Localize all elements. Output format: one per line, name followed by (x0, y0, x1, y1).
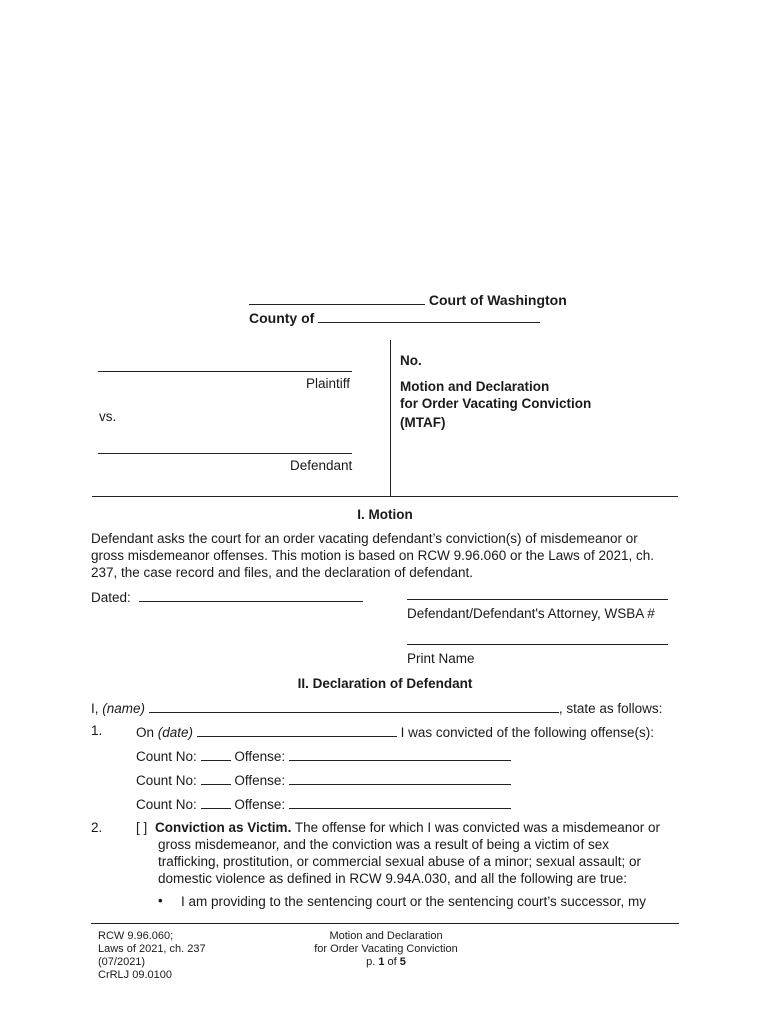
footer-page-number (286, 956, 486, 969)
bullet-glyph: • (158, 893, 163, 908)
item1-suffix: I was convicted of the following offense(s): (400, 725, 654, 740)
item2-line2: gross misdemeanor, and the conviction was a result of being a victim of sex (158, 837, 609, 852)
declarant-line (91, 699, 662, 716)
defendant-label: Defendant (290, 458, 353, 473)
count-row (136, 747, 511, 764)
dated-line (91, 588, 363, 605)
count-label: Count No: (136, 749, 197, 764)
item2-title: Conviction as Victim. (155, 820, 292, 835)
offense-label: Offense: (234, 749, 286, 764)
footer-date: (07/2021) (98, 956, 146, 968)
plaintiff-name-line[interactable] (98, 371, 352, 372)
offense-field[interactable] (289, 795, 511, 809)
declarant-name-field[interactable] (149, 699, 559, 713)
count-row (136, 771, 511, 788)
item2-line1: The offense for which I was convicted was a misdemeanor or (294, 820, 661, 835)
court-line (249, 291, 567, 308)
item2-line3: trafficking, prostitution, or commercial sexual abuse of a minor; sexual assault; or (158, 854, 641, 869)
intro-suffix: , state as follows: (558, 701, 663, 716)
count-label: Count No: (136, 773, 197, 788)
item2-number: 2. (91, 820, 103, 835)
document-code: (MTAF) (400, 415, 446, 430)
county-name-field[interactable] (318, 309, 540, 323)
dated-field[interactable] (139, 588, 363, 602)
item1-line (136, 723, 654, 740)
footer-rcw: RCW 9.96.060; (98, 930, 174, 942)
page-current: 1 (378, 956, 385, 968)
county-label: County of (249, 310, 315, 326)
victim-checkbox[interactable]: [ ] (136, 820, 148, 835)
footer-left (98, 930, 206, 982)
footer-rule (91, 923, 679, 924)
page-prefix: p. (366, 956, 376, 968)
document-title-line1: Motion and Declaration (400, 379, 550, 394)
motion-body: Defendant asks the court for an order vacating defendant’s conviction(s) of misdemeanor or gross misdemeanor offenses. This motion is based on RCW 9.96.060 or the Laws of 2021, ch. 237, the case record and files, and the declaration of defendant. (91, 531, 655, 580)
footer-title-line2: for Order Vacating Conviction (314, 943, 458, 955)
county-line (249, 309, 540, 326)
offense-label: Offense: (234, 797, 286, 812)
signature-line[interactable] (407, 599, 668, 600)
count-number-field[interactable] (201, 795, 231, 809)
caption-bottom-rule (92, 496, 678, 497)
item2-line4: domestic violence as defined in RCW 9.94A.030, and all the following are true: (158, 871, 628, 886)
offense-label: Offense: (234, 773, 286, 788)
count-number-field[interactable] (201, 771, 231, 785)
intro-prefix: I, (91, 701, 99, 716)
count-label: Count No: (136, 797, 197, 812)
offense-field[interactable] (289, 771, 511, 785)
count-number-field[interactable] (201, 747, 231, 761)
caption-divider (390, 340, 391, 496)
motion-heading: I. Motion (357, 507, 413, 522)
item2-first-line (136, 820, 660, 835)
page-of: of (387, 956, 397, 968)
conviction-date-field[interactable] (197, 723, 397, 737)
defendant-name-line[interactable] (98, 453, 352, 454)
declaration-heading: II. Declaration of Defendant (297, 676, 473, 691)
footer-laws: Laws of 2021, ch. 237 (98, 943, 206, 955)
page-total: 5 (399, 956, 406, 968)
bullet1-text: I am providing to the sentencing court or the sentencing court’s successor, my (181, 894, 646, 909)
case-number-label: No. (400, 353, 422, 368)
count-row (136, 795, 511, 812)
plaintiff-label: Plaintiff (306, 376, 351, 391)
document-title-line2: for Order Vacating Conviction (400, 396, 592, 411)
footer-title-line1: Motion and Declaration (329, 930, 443, 942)
item1-number: 1. (91, 723, 103, 738)
print-name-line[interactable] (407, 644, 668, 645)
print-name-label: Print Name (407, 651, 475, 666)
footer-form-code: CrRLJ 09.0100 (98, 969, 172, 981)
item1-prefix: On (136, 725, 155, 740)
vs-label: vs. (99, 409, 117, 424)
name-hint: (name) (102, 701, 146, 716)
signature-label: Defendant/Defendant's Attorney, WSBA # (407, 606, 655, 621)
footer-center (286, 930, 486, 969)
offense-field[interactable] (289, 747, 511, 761)
court-name-field[interactable] (249, 291, 425, 305)
dated-label: Dated: (91, 590, 131, 605)
date-hint: (date) (157, 725, 194, 740)
court-of-washington-label: Court of Washington (428, 292, 567, 308)
